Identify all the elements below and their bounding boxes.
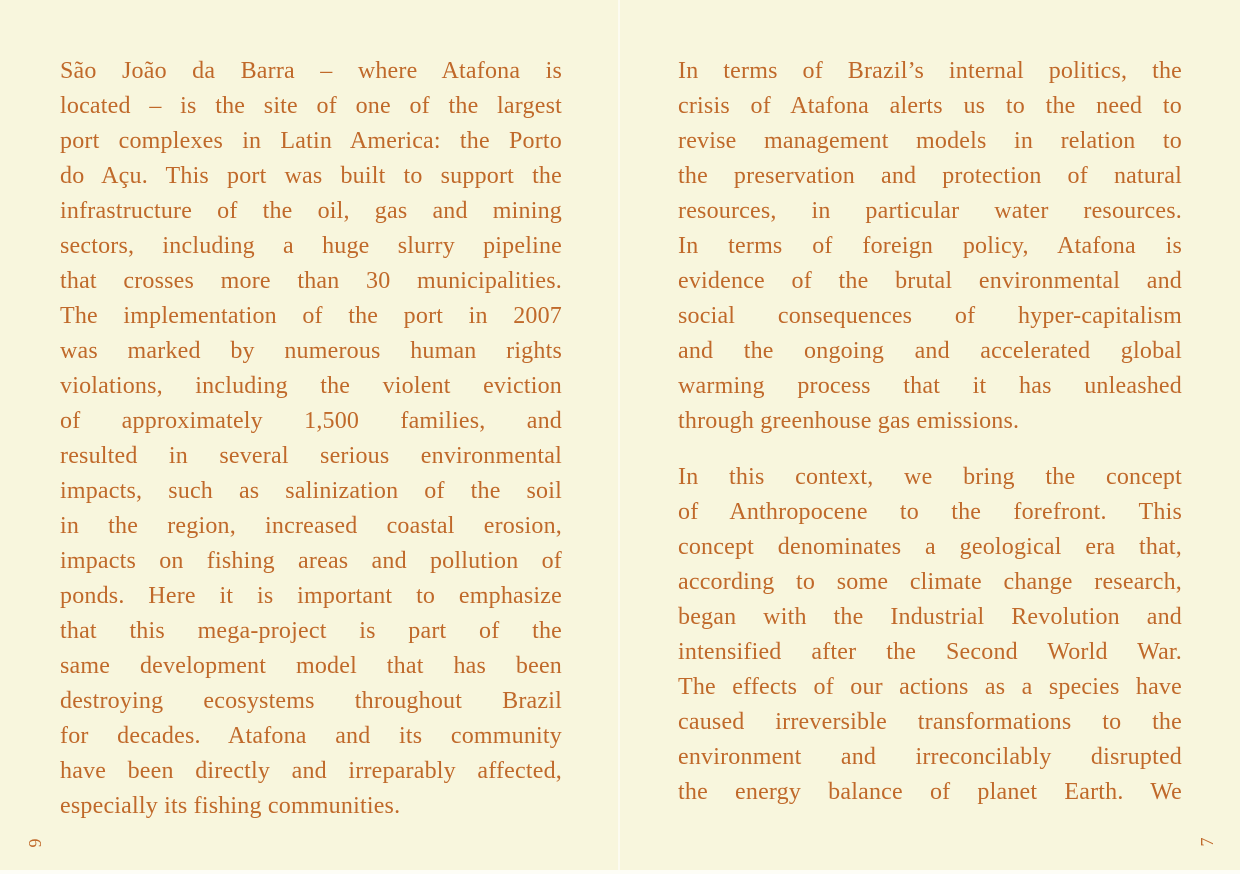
- text-line: that this mega-project is part of the: [60, 618, 562, 644]
- text-line: revise management models in relation to: [678, 128, 1182, 154]
- text-line: infrastructure of the oil, gas and mining: [60, 198, 562, 224]
- text-line: intensified after the Second World War.: [678, 639, 1182, 665]
- text-line: through greenhouse gas emissions.: [678, 408, 1020, 434]
- text-line: have been directly and irreparably affected,: [60, 758, 562, 784]
- text-line: ponds. Here it is important to emphasize: [60, 583, 562, 609]
- page-right-text: [678, 54, 1182, 810]
- text-line: The implementation of the port in 2007: [60, 303, 562, 329]
- text-line: do Açu. This port was built to support the: [60, 163, 562, 189]
- text-line: and the ongoing and accelerated global: [678, 338, 1182, 364]
- text-line: In terms of Brazil’s internal politics, the: [678, 58, 1182, 84]
- text-line: caused irreversible transformations to the: [678, 709, 1182, 735]
- text-line: impacts, such as salinization of the soil: [60, 478, 562, 504]
- text-line: In this context, we bring the concept: [678, 464, 1182, 490]
- text-line: concept denominates a geological era that,: [678, 534, 1182, 560]
- text-line: in the region, increased coastal erosion,: [60, 513, 562, 539]
- page-number-right: 7: [1197, 837, 1217, 847]
- text-line: warming process that it has unleashed: [678, 373, 1182, 399]
- text-line: impacts on fishing areas and pollution of: [60, 548, 562, 574]
- page-left-text: [60, 54, 562, 824]
- text-line: especially its fishing communities.: [60, 793, 401, 819]
- paragraph: [678, 460, 1182, 810]
- text-line: The effects of our actions as a species have: [678, 674, 1182, 700]
- text-line: evidence of the brutal environmental and: [678, 268, 1182, 294]
- text-line: for decades. Atafona and its community: [60, 723, 562, 749]
- paragraph: [678, 54, 1182, 439]
- text-line: according to some climate change research,: [678, 569, 1182, 595]
- page-bottom-edge: [0, 870, 1240, 874]
- page-number-left: 6: [25, 838, 45, 848]
- text-line: of Anthropocene to the forefront. This: [678, 499, 1182, 525]
- text-line: violations, including the violent eviction: [60, 373, 562, 399]
- text-line: São João da Barra – where Atafona is: [60, 58, 562, 84]
- text-line: resulted in several serious environmental: [60, 443, 562, 469]
- page-gutter: [618, 0, 620, 874]
- text-line: destroying ecosystems throughout Brazil: [60, 688, 562, 714]
- text-line: resources, in particular water resources.: [678, 198, 1182, 224]
- text-line: began with the Industrial Revolution and: [678, 604, 1182, 630]
- text-line: the preservation and protection of natural: [678, 163, 1182, 189]
- text-line: social consequences of hyper-capitalism: [678, 303, 1182, 329]
- text-line: In terms of foreign policy, Atafona is: [678, 233, 1182, 259]
- text-line: of approximately 1,500 families, and: [60, 408, 562, 434]
- text-line: same development model that has been: [60, 653, 562, 679]
- text-line: sectors, including a huge slurry pipeline: [60, 233, 562, 259]
- text-line: the energy balance of planet Earth. We: [678, 779, 1182, 805]
- paragraph: [60, 54, 562, 824]
- text-line: was marked by numerous human rights: [60, 338, 562, 364]
- text-line: crisis of Atafona alerts us to the need to: [678, 93, 1182, 119]
- text-line: that crosses more than 30 municipalities.: [60, 268, 562, 294]
- text-line: environment and irreconcilably disrupted: [678, 744, 1182, 770]
- text-line: located – is the site of one of the largest: [60, 93, 562, 119]
- text-line: port complexes in Latin America: the Porto: [60, 128, 562, 154]
